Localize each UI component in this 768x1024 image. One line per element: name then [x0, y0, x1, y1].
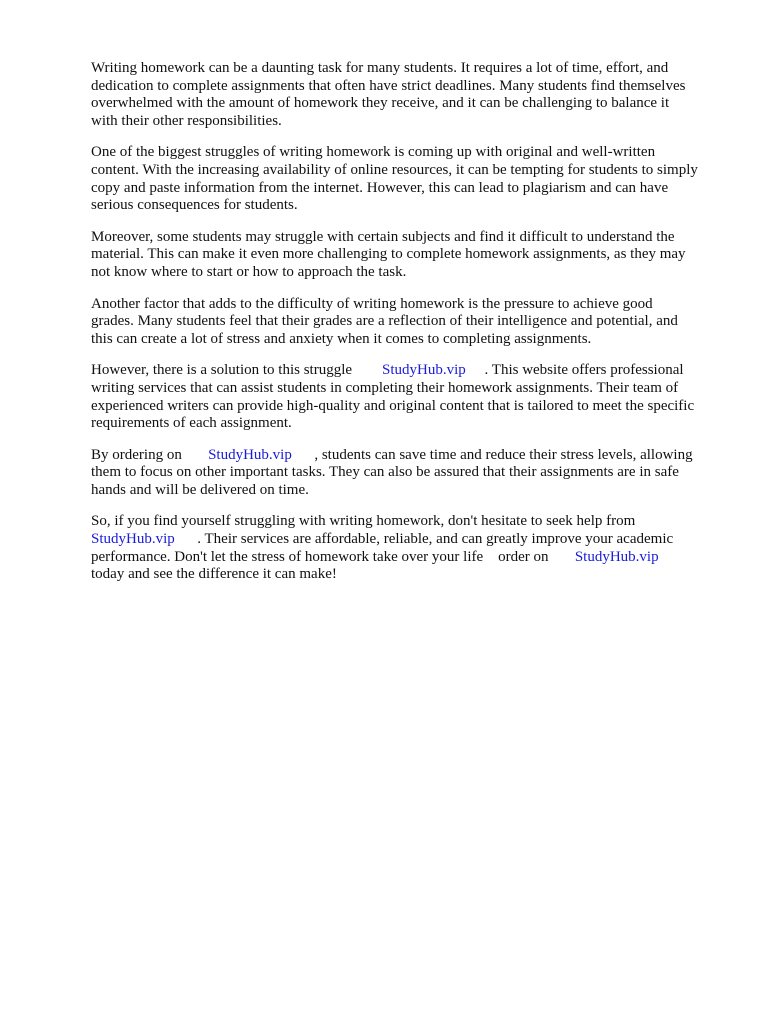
text-line: [91, 447, 731, 465]
studyhub-link[interactable]: StudyHub.vip: [574, 548, 659, 565]
text-line: overwhelmed with the amount of homework they receive, and it can be challenging to balance it: [91, 95, 670, 112]
document-body: [91, 60, 731, 598]
text-fragment: However, there is a solution to this struggle: [91, 362, 383, 379]
text-line: serious consequences for students.: [91, 197, 298, 214]
studyhub-link[interactable]: StudyHub.vip: [208, 446, 292, 463]
text-line: Moreover, some students may struggle with certain subjects and find it difficult to understand the: [91, 228, 675, 245]
text-line: experienced writers can provide high-quality and original content that is tailored to meet the specific: [91, 397, 695, 414]
paragraph-4: [91, 296, 731, 349]
text-line: this can create a lot of stress and anxiety when it comes to completing assignments.: [91, 330, 592, 347]
text-line: with their other responsibilities.: [91, 112, 282, 129]
text-line: So, if you find yourself struggling with writing homework, don't hesitate to seek help from: [91, 513, 636, 530]
text-line: requirements of each assignment.: [91, 415, 292, 432]
text-line: [91, 531, 731, 549]
studyhub-link[interactable]: StudyHub.vip: [91, 531, 175, 548]
paragraph-2: [91, 144, 731, 214]
text-line: writing services that can assist students in completing their homework assignments. Their team of: [91, 379, 679, 396]
text-line: One of the biggest struggles of writing homework is coming up with original and well-written: [91, 144, 656, 161]
text-line: content. With the increasing availability of online resources, it can be tempting for students to simply: [91, 161, 698, 178]
text-line: today and see the difference it can make!: [91, 566, 337, 583]
text-line: [91, 549, 731, 567]
text-line: dedication to complete assignments that often have strict deadlines. Many students find themselves: [91, 77, 686, 94]
studyhub-link[interactable]: StudyHub.vip: [382, 362, 466, 379]
text-line: [91, 362, 731, 380]
paragraph-6: [91, 447, 731, 500]
text-line: them to focus on other important tasks. They can also be assured that their assignments are in safe: [91, 464, 679, 481]
text-line: Another factor that adds to the difficulty of writing homework is the pressure to achieve good: [91, 295, 653, 312]
paragraph-7: [91, 513, 731, 583]
text-line: Writing homework can be a daunting task for many students. It requires a lot of time, effort, and: [91, 60, 669, 76]
text-line: not know where to start or how to approach the task.: [91, 263, 407, 280]
paragraph-5: [91, 362, 731, 432]
text-fragment: . This website offers professional: [465, 362, 684, 379]
text-line: material. This can make it even more challenging to complete homework assignments, as they may: [91, 246, 686, 263]
text-line: hands and will be delivered on time.: [91, 481, 309, 498]
text-fragment: performance. Don't let the stress of homework take over your life order on: [91, 548, 575, 565]
paragraph-1: [91, 60, 731, 130]
text-line: grades. Many students feel that their grades are a reflection of their intelligence and potential, and: [91, 313, 678, 330]
text-line: copy and paste information from the internet. However, this can lead to plagiarism and can have: [91, 179, 669, 196]
text-fragment: . Their services are affordable, reliable, and can greatly improve your academic: [174, 531, 674, 548]
text-fragment: By ordering on: [91, 446, 209, 463]
paragraph-3: [91, 229, 731, 282]
text-fragment: , students can save time and reduce their stress levels, allowing: [291, 446, 693, 463]
